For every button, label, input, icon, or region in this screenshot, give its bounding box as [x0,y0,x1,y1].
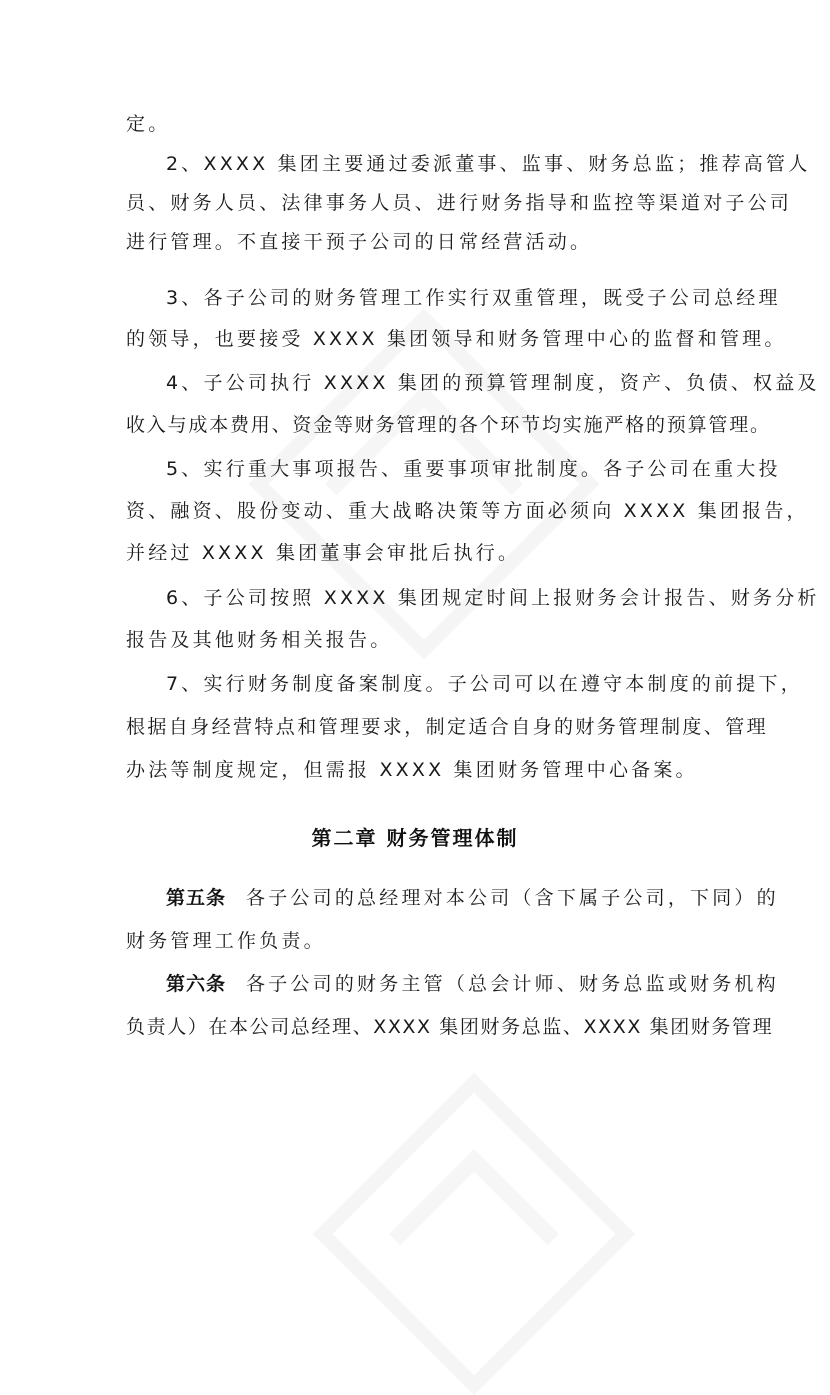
paragraph-line: 办法等制度规定，但需报 XXXX 集团财务管理中心备案。 [126,759,698,781]
paragraph-line: 进行管理。不直接干预子公司的日常经营活动。 [126,231,593,253]
article-text: 各子公司的总经理对本公司（含下属子公司，下同）的 [246,887,779,909]
paragraph-line: 2、XXXX 集团主要通过委派董事、监事、财务总监；推荐高管人 [166,153,811,175]
paragraph-line: 资、融资、股份变动、重大战略决策等方面必须向 XXXX 集团报告， [126,500,809,522]
paragraph-line: 根据自身经营特点和管理要求，制定适合自身的财务管理制度、管理 [126,716,769,738]
paragraph-line: 报告及其他财务相关报告。 [126,629,393,651]
article-first-line [166,886,779,910]
paragraph-line: 定。 [126,113,171,135]
chapter-heading: 第二章 财务管理体制 [311,826,519,850]
paragraph-line: 3、各子公司的财务管理工作实行双重管理，既受子公司总经理 [166,287,781,309]
paragraph-line: 的领导，也要接受 XXXX 集团领导和财务管理中心的监督和管理。 [126,328,787,350]
paragraph-line: 5、实行重大事项报告、重要事项审批制度。各子公司在重大投 [166,458,781,480]
paragraph-line: 7、实行财务制度备案制度。子公司可以在遵守本制度的前提下， [166,673,803,695]
paragraph-line: 并经过 XXXX 集团董事会审批后执行。 [126,542,521,564]
paragraph-line: 财务管理工作负责。 [126,930,326,952]
paragraph-line: 4、子公司执行 XXXX 集团的预算管理制度，资产、负债、权益及 [166,372,820,394]
article-label: 第六条 [166,973,227,995]
article-label: 第五条 [166,887,227,909]
paragraph-line: 负责人）在本公司总经理、XXXX 集团财务总监、XXXX 集团财务管理 [126,1016,774,1038]
watermark-logo [313,1073,635,1395]
paragraph-line: 收入与成本费用、资金等财务管理的各个环节均实施严格的预算管理。 [126,414,771,436]
paragraph-line: 员、财务人员、法律事务人员、进行财务指导和监控等渠道对子公司 [126,192,793,214]
article-text: 各子公司的财务主管（总会计师、财务总监或财务机构 [246,973,779,995]
paragraph-line: 6、子公司按照 XXXX 集团规定时间上报财务会计报告、财务分析 [166,587,820,609]
article-first-line [166,972,779,996]
